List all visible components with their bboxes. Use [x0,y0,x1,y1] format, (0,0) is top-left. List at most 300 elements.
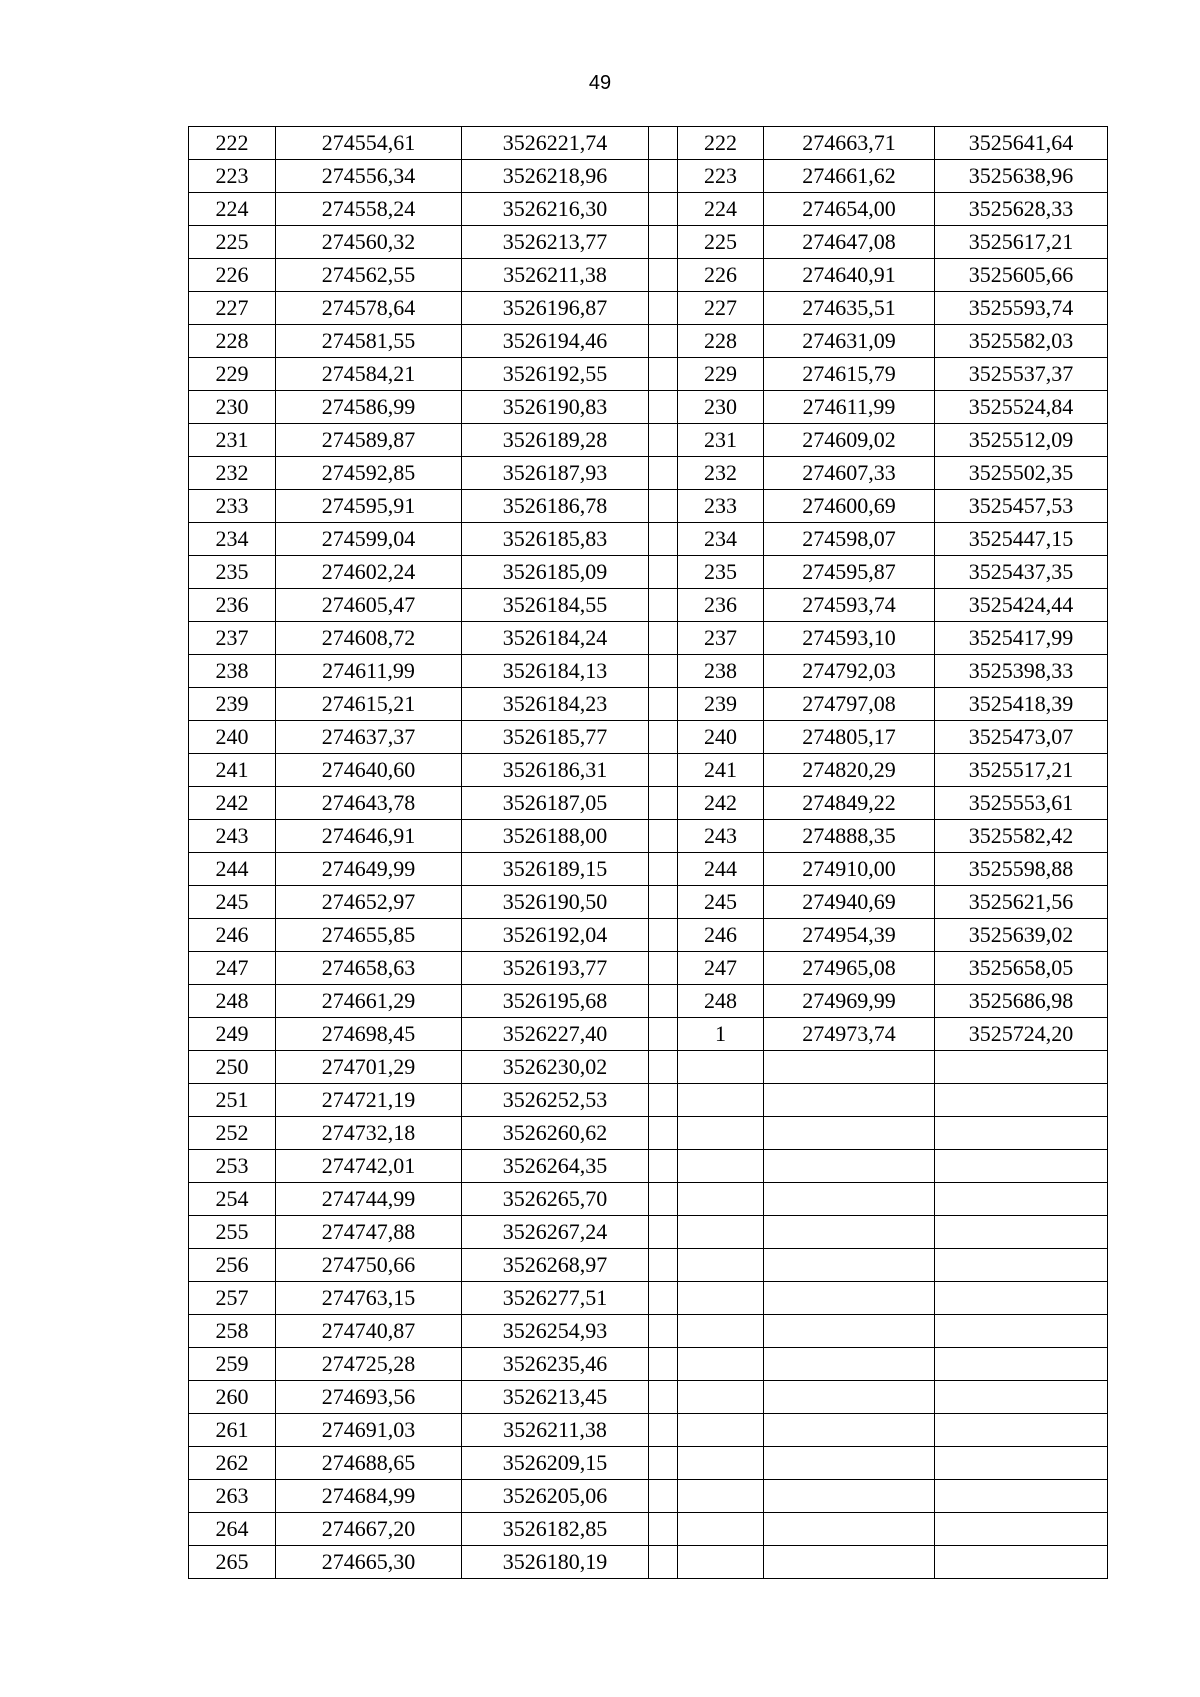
y-coordinate-right: 3525473,07 [935,721,1108,754]
table-row [189,754,1108,787]
x-coordinate-left: 274665,30 [276,1546,462,1579]
y-coordinate-right [935,1546,1108,1579]
x-coordinate-right: 274849,22 [764,787,935,820]
table-row [189,952,1108,985]
x-coordinate-right: 274615,79 [764,358,935,391]
point-number-right: 229 [678,358,764,391]
point-number-right [678,1447,764,1480]
y-coordinate-left: 3526194,46 [462,325,649,358]
point-number-right: 247 [678,952,764,985]
spacer-cell [649,160,678,193]
point-number-right: 224 [678,193,764,226]
y-coordinate-right: 3525582,42 [935,820,1108,853]
y-coordinate-right: 3525686,98 [935,985,1108,1018]
y-coordinate-left: 3526180,19 [462,1546,649,1579]
x-coordinate-left: 274763,15 [276,1282,462,1315]
coordinates-table [188,126,1108,1579]
x-coordinate-left: 274721,19 [276,1084,462,1117]
point-number-left: 232 [189,457,276,490]
x-coordinate-left: 274649,99 [276,853,462,886]
x-coordinate-right: 274663,71 [764,127,935,160]
point-number-right: 248 [678,985,764,1018]
x-coordinate-right: 274611,99 [764,391,935,424]
x-coordinate-right [764,1447,935,1480]
x-coordinate-left: 274750,66 [276,1249,462,1282]
spacer-cell [649,1447,678,1480]
table-row [189,1150,1108,1183]
x-coordinate-right [764,1348,935,1381]
table-row [189,1249,1108,1282]
x-coordinate-left: 274747,88 [276,1216,462,1249]
y-coordinate-left: 3526213,45 [462,1381,649,1414]
y-coordinate-right: 3525639,02 [935,919,1108,952]
y-coordinate-left: 3526260,62 [462,1117,649,1150]
table-row [189,325,1108,358]
point-number-left: 261 [189,1414,276,1447]
y-coordinate-right [935,1150,1108,1183]
y-coordinate-left: 3526252,53 [462,1084,649,1117]
table-row [189,127,1108,160]
spacer-cell [649,589,678,622]
y-coordinate-left: 3526190,50 [462,886,649,919]
y-coordinate-left: 3526254,93 [462,1315,649,1348]
y-coordinate-left: 3526213,77 [462,226,649,259]
spacer-cell [649,1282,678,1315]
table-row [189,160,1108,193]
spacer-cell [649,259,678,292]
x-coordinate-left: 274554,61 [276,127,462,160]
x-coordinate-left: 274599,04 [276,523,462,556]
x-coordinate-right: 274965,08 [764,952,935,985]
table-row [189,1084,1108,1117]
table-row [189,985,1108,1018]
y-coordinate-left: 3526192,04 [462,919,649,952]
y-coordinate-left: 3526187,05 [462,787,649,820]
x-coordinate-left: 274581,55 [276,325,462,358]
y-coordinate-left: 3526192,55 [462,358,649,391]
x-coordinate-right [764,1183,935,1216]
point-number-right: 238 [678,655,764,688]
y-coordinate-right [935,1414,1108,1447]
point-number-right: 240 [678,721,764,754]
x-coordinate-right [764,1480,935,1513]
y-coordinate-right: 3525537,37 [935,358,1108,391]
x-coordinate-left: 274688,65 [276,1447,462,1480]
x-coordinate-right: 274647,08 [764,226,935,259]
spacer-cell [649,1546,678,1579]
y-coordinate-right: 3525512,09 [935,424,1108,457]
x-coordinate-right: 274640,91 [764,259,935,292]
y-coordinate-left: 3526195,68 [462,985,649,1018]
point-number-left: 242 [189,787,276,820]
spacer-cell [649,226,678,259]
point-number-left: 255 [189,1216,276,1249]
table-row [189,853,1108,886]
point-number-left: 234 [189,523,276,556]
point-number-left: 241 [189,754,276,787]
x-coordinate-right [764,1414,935,1447]
y-coordinate-right: 3525398,33 [935,655,1108,688]
point-number-left: 230 [189,391,276,424]
spacer-cell [649,1018,678,1051]
x-coordinate-right: 274797,08 [764,688,935,721]
x-coordinate-right: 274805,17 [764,721,935,754]
x-coordinate-left: 274744,99 [276,1183,462,1216]
y-coordinate-right: 3525517,21 [935,754,1108,787]
point-number-right: 236 [678,589,764,622]
x-coordinate-left: 274643,78 [276,787,462,820]
x-coordinate-left: 274732,18 [276,1117,462,1150]
x-coordinate-left: 274562,55 [276,259,462,292]
point-number-left: 228 [189,325,276,358]
table-row [189,457,1108,490]
x-coordinate-left: 274615,21 [276,688,462,721]
point-number-right [678,1315,764,1348]
x-coordinate-left: 274684,99 [276,1480,462,1513]
x-coordinate-right [764,1117,935,1150]
x-coordinate-left: 274742,01 [276,1150,462,1183]
point-number-left: 240 [189,721,276,754]
y-coordinate-right [935,1249,1108,1282]
point-number-right: 227 [678,292,764,325]
page-number: 49 [588,72,612,94]
y-coordinate-left: 3526264,35 [462,1150,649,1183]
point-number-right [678,1150,764,1183]
spacer-cell [649,622,678,655]
point-number-right: 233 [678,490,764,523]
table-row [189,655,1108,688]
point-number-left: 259 [189,1348,276,1381]
spacer-cell [649,1216,678,1249]
y-coordinate-left: 3526184,23 [462,688,649,721]
point-number-left: 235 [189,556,276,589]
y-coordinate-left: 3526185,83 [462,523,649,556]
point-number-left: 254 [189,1183,276,1216]
point-number-left: 227 [189,292,276,325]
point-number-left: 243 [189,820,276,853]
x-coordinate-right: 274593,74 [764,589,935,622]
x-coordinate-right: 274969,99 [764,985,935,1018]
x-coordinate-left: 274637,37 [276,721,462,754]
table-row [189,259,1108,292]
x-coordinate-left: 274691,03 [276,1414,462,1447]
point-number-right: 237 [678,622,764,655]
y-coordinate-left: 3526184,55 [462,589,649,622]
x-coordinate-left: 274698,45 [276,1018,462,1051]
spacer-cell [649,424,678,457]
x-coordinate-right [764,1381,935,1414]
point-number-left: 233 [189,490,276,523]
y-coordinate-left: 3526211,38 [462,1414,649,1447]
point-number-left: 249 [189,1018,276,1051]
y-coordinate-right: 3525638,96 [935,160,1108,193]
y-coordinate-left: 3526265,70 [462,1183,649,1216]
x-coordinate-right: 274654,00 [764,193,935,226]
x-coordinate-left: 274589,87 [276,424,462,457]
table-row [189,1183,1108,1216]
x-coordinate-right [764,1249,935,1282]
x-coordinate-right: 274598,07 [764,523,935,556]
point-number-left: 229 [189,358,276,391]
y-coordinate-right: 3525724,20 [935,1018,1108,1051]
point-number-left: 237 [189,622,276,655]
spacer-cell [649,1051,678,1084]
y-coordinate-left: 3526196,87 [462,292,649,325]
y-coordinate-left: 3526185,09 [462,556,649,589]
point-number-right: 232 [678,457,764,490]
point-number-left: 245 [189,886,276,919]
table-row [189,1447,1108,1480]
spacer-cell [649,952,678,985]
table-row [189,1282,1108,1315]
x-coordinate-left: 274725,28 [276,1348,462,1381]
x-coordinate-left: 274693,56 [276,1381,462,1414]
table-row [189,1381,1108,1414]
y-coordinate-right: 3525598,88 [935,853,1108,886]
point-number-right: 235 [678,556,764,589]
y-coordinate-right: 3525437,35 [935,556,1108,589]
table-row [189,622,1108,655]
x-coordinate-right [764,1216,935,1249]
spacer-cell [649,655,678,688]
spacer-cell [649,556,678,589]
spacer-cell [649,820,678,853]
point-number-right: 246 [678,919,764,952]
point-number-right [678,1084,764,1117]
x-coordinate-left: 274558,24 [276,193,462,226]
y-coordinate-right: 3525457,53 [935,490,1108,523]
point-number-right: 234 [678,523,764,556]
table-row [189,424,1108,457]
x-coordinate-right [764,1546,935,1579]
table-row [189,1051,1108,1084]
point-number-right: 244 [678,853,764,886]
spacer-cell [649,919,678,952]
point-number-left: 223 [189,160,276,193]
spacer-cell [649,787,678,820]
point-number-left: 262 [189,1447,276,1480]
y-coordinate-left: 3526268,97 [462,1249,649,1282]
x-coordinate-right: 274888,35 [764,820,935,853]
y-coordinate-left: 3526189,28 [462,424,649,457]
y-coordinate-right: 3525641,64 [935,127,1108,160]
y-coordinate-right: 3525658,05 [935,952,1108,985]
y-coordinate-right: 3525424,44 [935,589,1108,622]
x-coordinate-right [764,1150,935,1183]
table-row [189,1546,1108,1579]
x-coordinate-right: 274973,74 [764,1018,935,1051]
point-number-right [678,1480,764,1513]
y-coordinate-right [935,1117,1108,1150]
y-coordinate-right [935,1315,1108,1348]
point-number-right: 223 [678,160,764,193]
spacer-cell [649,1480,678,1513]
point-number-left: 248 [189,985,276,1018]
point-number-left: 236 [189,589,276,622]
spacer-cell [649,358,678,391]
y-coordinate-right: 3525617,21 [935,226,1108,259]
point-number-right: 225 [678,226,764,259]
y-coordinate-left: 3526205,06 [462,1480,649,1513]
point-number-right [678,1513,764,1546]
spacer-cell [649,886,678,919]
y-coordinate-right: 3525418,39 [935,688,1108,721]
table-row [189,523,1108,556]
x-coordinate-right: 274631,09 [764,325,935,358]
x-coordinate-right [764,1282,935,1315]
x-coordinate-left: 274667,20 [276,1513,462,1546]
spacer-cell [649,1084,678,1117]
y-coordinate-left: 3526218,96 [462,160,649,193]
point-number-left: 238 [189,655,276,688]
point-number-left: 252 [189,1117,276,1150]
y-coordinate-left: 3526184,24 [462,622,649,655]
point-number-right: 230 [678,391,764,424]
spacer-cell [649,1315,678,1348]
y-coordinate-left: 3526189,15 [462,853,649,886]
point-number-left: 244 [189,853,276,886]
x-coordinate-right: 274607,33 [764,457,935,490]
x-coordinate-left: 274602,24 [276,556,462,589]
spacer-cell [649,1249,678,1282]
x-coordinate-right [764,1084,935,1117]
point-number-left: 253 [189,1150,276,1183]
spacer-cell [649,1513,678,1546]
table-row [189,589,1108,622]
spacer-cell [649,523,678,556]
y-coordinate-right [935,1513,1108,1546]
y-coordinate-right: 3525593,74 [935,292,1108,325]
y-coordinate-right [935,1084,1108,1117]
x-coordinate-left: 274584,21 [276,358,462,391]
y-coordinate-left: 3526186,78 [462,490,649,523]
x-coordinate-left: 274655,85 [276,919,462,952]
y-coordinate-right: 3525605,66 [935,259,1108,292]
table-row [189,1480,1108,1513]
point-number-left: 264 [189,1513,276,1546]
point-number-left: 257 [189,1282,276,1315]
x-coordinate-right: 274635,51 [764,292,935,325]
point-number-left: 265 [189,1546,276,1579]
x-coordinate-right [764,1513,935,1546]
table-row [189,1348,1108,1381]
table-row [189,1414,1108,1447]
point-number-left: 225 [189,226,276,259]
point-number-right: 1 [678,1018,764,1051]
point-number-right: 245 [678,886,764,919]
table-row [189,1117,1108,1150]
table-row [189,919,1108,952]
y-coordinate-right [935,1282,1108,1315]
y-coordinate-left: 3526277,51 [462,1282,649,1315]
x-coordinate-right: 274595,87 [764,556,935,589]
table-row [189,193,1108,226]
y-coordinate-right: 3525582,03 [935,325,1108,358]
x-coordinate-left: 274701,29 [276,1051,462,1084]
x-coordinate-right: 274593,10 [764,622,935,655]
table-row [189,820,1108,853]
y-coordinate-left: 3526230,02 [462,1051,649,1084]
spacer-cell [649,1348,678,1381]
y-coordinate-left: 3526267,24 [462,1216,649,1249]
y-coordinate-left: 3526185,77 [462,721,649,754]
y-coordinate-left: 3526193,77 [462,952,649,985]
spacer-cell [649,721,678,754]
x-coordinate-left: 274595,91 [276,490,462,523]
point-number-left: 239 [189,688,276,721]
spacer-cell [649,457,678,490]
y-coordinate-left: 3526235,46 [462,1348,649,1381]
point-number-right: 226 [678,259,764,292]
y-coordinate-left: 3526188,00 [462,820,649,853]
spacer-cell [649,292,678,325]
point-number-right: 228 [678,325,764,358]
x-coordinate-left: 274578,64 [276,292,462,325]
point-number-right: 241 [678,754,764,787]
y-coordinate-right: 3525553,61 [935,787,1108,820]
point-number-right [678,1546,764,1579]
point-number-left: 251 [189,1084,276,1117]
y-coordinate-right: 3525524,84 [935,391,1108,424]
x-coordinate-right: 274609,02 [764,424,935,457]
y-coordinate-left: 3526187,93 [462,457,649,490]
y-coordinate-left: 3526209,15 [462,1447,649,1480]
x-coordinate-left: 274740,87 [276,1315,462,1348]
table-row [189,787,1108,820]
x-coordinate-right: 274792,03 [764,655,935,688]
x-coordinate-right: 274820,29 [764,754,935,787]
table-row [189,556,1108,589]
spacer-cell [649,325,678,358]
y-coordinate-right [935,1051,1108,1084]
coordinates-table-body [189,127,1108,1579]
table-row [189,721,1108,754]
point-number-left: 246 [189,919,276,952]
point-number-left: 224 [189,193,276,226]
spacer-cell [649,127,678,160]
y-coordinate-right [935,1480,1108,1513]
point-number-right: 231 [678,424,764,457]
y-coordinate-right: 3525447,15 [935,523,1108,556]
spacer-cell [649,1117,678,1150]
spacer-cell [649,985,678,1018]
y-coordinate-left: 3526216,30 [462,193,649,226]
y-coordinate-right: 3525417,99 [935,622,1108,655]
point-number-right: 242 [678,787,764,820]
y-coordinate-right: 3525621,56 [935,886,1108,919]
table-row [189,1018,1108,1051]
y-coordinate-left: 3526190,83 [462,391,649,424]
point-number-right [678,1249,764,1282]
point-number-right [678,1051,764,1084]
x-coordinate-left: 274640,60 [276,754,462,787]
point-number-right [678,1348,764,1381]
point-number-right [678,1183,764,1216]
x-coordinate-right: 274940,69 [764,886,935,919]
table-row [189,1315,1108,1348]
spacer-cell [649,754,678,787]
point-number-right [678,1414,764,1447]
x-coordinate-left: 274556,34 [276,160,462,193]
x-coordinate-left: 274652,97 [276,886,462,919]
y-coordinate-right [935,1447,1108,1480]
table-row [189,886,1108,919]
point-number-right [678,1282,764,1315]
point-number-right [678,1117,764,1150]
point-number-left: 263 [189,1480,276,1513]
table-row [189,688,1108,721]
y-coordinate-right: 3525502,35 [935,457,1108,490]
